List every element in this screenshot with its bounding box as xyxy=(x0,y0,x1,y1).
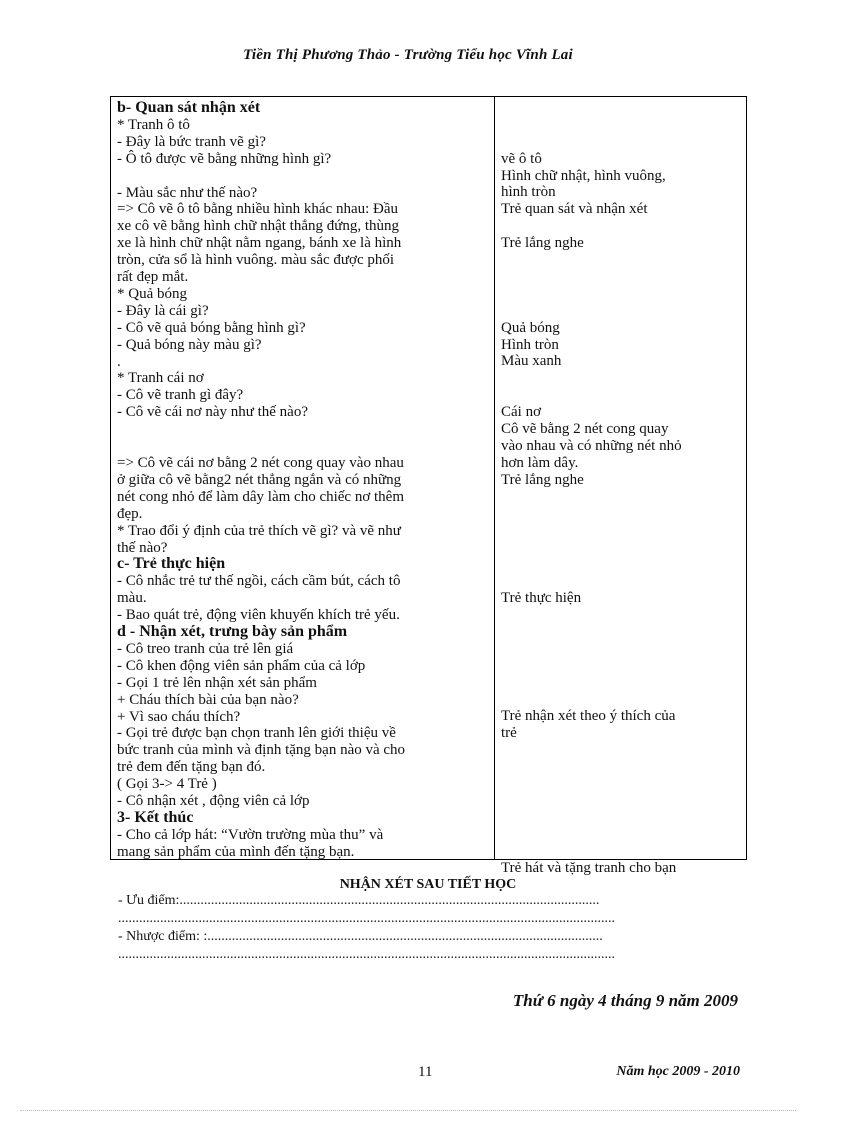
child-activity-line: Trẻ thực hiện xyxy=(501,590,582,607)
teacher-activity-line: - Cho cả lớp hát: “Vườn trường mùa thu” và xyxy=(117,826,384,843)
section-heading: d - Nhận xét, trưng bày sản phẩm xyxy=(117,623,348,641)
teacher-activity-line: * Trao đổi ý định của trẻ thích vẽ gì? và vẽ như xyxy=(117,522,401,539)
child-activity-line xyxy=(501,539,740,556)
child-activity-line: vào nhau và có những nét nhỏ xyxy=(501,437,682,454)
child-activity-line: Cô vẽ bằng 2 nét cong quay xyxy=(501,421,669,438)
teacher-activity-line: ở giữa cô vẽ bằng2 nét thẳng ngắn và có những xyxy=(117,471,402,488)
weaknesses-continuation-line: .............................................................................................................................................. xyxy=(118,947,615,962)
child-activity-line: Trẻ quan sát và nhận xét xyxy=(501,201,648,218)
child-activity-line xyxy=(501,370,740,387)
teacher-activity-line: - Cô vẽ cái nơ này như thế nào? xyxy=(117,404,309,421)
teacher-activity-line: màu. xyxy=(117,590,147,607)
teacher-activity-line: - Gọi trẻ được bạn chọn tranh lên giới thiệu về xyxy=(117,725,396,742)
weaknesses-line: - Nhược điểm: :................................................................................................................. xyxy=(118,929,603,944)
child-activity-line xyxy=(501,303,740,320)
child-activity-line: hình tròn xyxy=(501,184,556,201)
child-activity-line: Quả bóng xyxy=(501,319,560,336)
child-activity-line: vẽ ô tô xyxy=(501,150,542,167)
teacher-activity-line: - Cô treo tranh của trẻ lên giá xyxy=(117,640,294,657)
child-activity-line: Màu xanh xyxy=(501,353,562,370)
teacher-activity-line: - Cô nhận xét , động viên cả lớp xyxy=(117,793,310,810)
teacher-activity-line: - Cô vẽ tranh gì đây? xyxy=(117,387,244,404)
teacher-activity-line: * Quả bóng xyxy=(117,285,187,302)
child-activity-line xyxy=(501,624,740,641)
child-activity-line xyxy=(501,658,740,675)
teacher-activity-line: * Tranh cái nơ xyxy=(117,370,204,387)
lesson-table xyxy=(110,96,747,877)
teacher-activity-line: đẹp. xyxy=(117,505,143,522)
child-activity-line xyxy=(501,843,740,860)
child-activity-line xyxy=(501,286,740,303)
child-activity-line xyxy=(501,556,740,573)
teacher-activity-line: rất đẹp mắt. xyxy=(117,269,189,286)
teacher-activity-line: nét cong nhỏ để làm dây làm cho chiếc nơ thêm xyxy=(117,488,405,505)
teacher-activity-line: thế nào? xyxy=(117,539,168,556)
child-activity-line xyxy=(501,759,740,776)
child-activity-line xyxy=(501,522,740,539)
child-activity-line xyxy=(501,675,740,692)
child-activity-column xyxy=(495,97,746,877)
child-activity-line: Trẻ lắng nghe xyxy=(501,471,584,488)
teacher-activity-column xyxy=(111,97,495,859)
child-activity-line xyxy=(501,489,740,506)
teacher-activity-line: . xyxy=(117,353,121,370)
teacher-activity-line: - Bao quát trẻ, động viên khuyến khích trẻ yếu. xyxy=(117,607,400,624)
teacher-activity-line: + Vì sao cháu thích? xyxy=(117,708,241,725)
teacher-activity-line: - Cô vẽ quả bóng bằng hình gì? xyxy=(117,319,306,336)
child-activity-line xyxy=(501,691,740,708)
child-activity-line: trẻ xyxy=(501,725,517,742)
teacher-activity-line: - Cô khen động viên sản phẩm của cả lớp xyxy=(117,657,366,674)
teacher-activity-line: trẻ đem đến tặng bạn đó. xyxy=(117,759,266,776)
teacher-activity-line: - Quả bóng này màu gì? xyxy=(117,336,262,353)
child-activity-line xyxy=(501,827,740,844)
page-number: 11 xyxy=(418,1064,433,1080)
child-activity-line xyxy=(501,218,740,235)
teacher-activity-line xyxy=(117,438,488,455)
section-heading: 3- Kết thúc xyxy=(117,809,194,827)
child-activity-line xyxy=(501,134,740,151)
strengths-continuation-line: .............................................................................................................................................. xyxy=(118,911,615,926)
teacher-activity-line: ( Gọi 3-> 4 Trẻ ) xyxy=(117,776,217,793)
child-activity-line xyxy=(501,100,740,117)
teacher-activity-line: => Cô vẽ ô tô bằng nhiều hình khác nhau: Đầu xyxy=(117,201,399,218)
teacher-activity-line: - Ô tô được vẽ bằng những hình gì? xyxy=(117,150,332,167)
strengths-line: - Ưu điểm:........................................................................................................................ xyxy=(118,893,600,908)
footer-divider xyxy=(20,1110,796,1111)
child-activity-line xyxy=(501,607,740,624)
teacher-activity-line: - Cô nhắc trẻ tư thế ngồi, cách cầm bút, cách tô xyxy=(117,573,401,590)
section-heading: c- Trẻ thực hiện xyxy=(117,555,226,573)
child-activity-line xyxy=(501,252,740,269)
teacher-activity-line: xe cô vẽ bằng hình chữ nhật thẳng đứng, thùng xyxy=(117,218,400,235)
child-activity-line xyxy=(501,776,740,793)
child-activity-line xyxy=(501,506,740,523)
child-activity-line xyxy=(501,117,740,134)
teacher-activity-line: - Gọi 1 trẻ lên nhận xét sản phẩm xyxy=(117,674,317,691)
child-activity-line: Trẻ lắng nghe xyxy=(501,235,584,252)
child-activity-line: Cái nơ xyxy=(501,404,542,421)
teacher-activity-line: - Đây là bức tranh vẽ gì? xyxy=(117,133,266,150)
page-header-title: Tiền Thị Phương Thảo - Trường Tiểu học Vĩnh Lai xyxy=(243,47,573,63)
lesson-date: Thứ 6 ngày 4 tháng 9 năm 2009 xyxy=(512,991,738,1010)
child-activity-line: Hình chữ nhật, hình vuông, xyxy=(501,167,666,184)
teacher-activity-line: mang sản phẩm của mình đến tặng bạn. xyxy=(117,843,355,860)
child-activity-line xyxy=(501,573,740,590)
section-heading: b- Quan sát nhận xét xyxy=(117,99,261,116)
teacher-activity-line: => Cô vẽ cái nơ bằng 2 nét cong quay vào nhau xyxy=(117,454,404,471)
teacher-activity-line: xe là hình chữ nhật nằm ngang, bánh xe là hình xyxy=(117,235,402,252)
child-activity-line xyxy=(501,387,740,404)
teacher-activity-line xyxy=(117,168,488,185)
child-activity-line xyxy=(501,641,740,658)
child-activity-line xyxy=(501,810,740,827)
child-activity-line xyxy=(501,742,740,759)
child-activity-line: Hình tròn xyxy=(501,336,559,353)
teacher-activity-line: bức tranh của mình và định tặng bạn nào và cho xyxy=(117,742,406,759)
school-year: Năm học 2009 - 2010 xyxy=(616,1064,740,1079)
teacher-activity-line: * Tranh ô tô xyxy=(117,116,190,133)
child-activity-line: Trẻ nhận xét theo ý thích của xyxy=(501,708,676,725)
teacher-activity-line: tròn, cửa sổ là hình vuông. màu sắc được phối xyxy=(117,252,395,269)
child-activity-line xyxy=(501,793,740,810)
child-activity-line xyxy=(501,269,740,286)
teacher-activity-line xyxy=(117,421,488,438)
teacher-activity-line: + Cháu thích bài của bạn nào? xyxy=(117,691,299,708)
teacher-activity-line: - Đây là cái gì? xyxy=(117,302,209,319)
teacher-activity-line: - Màu sắc như thế nào? xyxy=(117,184,258,201)
child-activity-line: Trẻ hát và tặng tranh cho bạn xyxy=(501,860,677,877)
child-activity-line: hơn làm dây. xyxy=(501,454,579,471)
comment-section-title: NHẬN XÉT SAU TIẾT HỌC xyxy=(339,877,517,892)
